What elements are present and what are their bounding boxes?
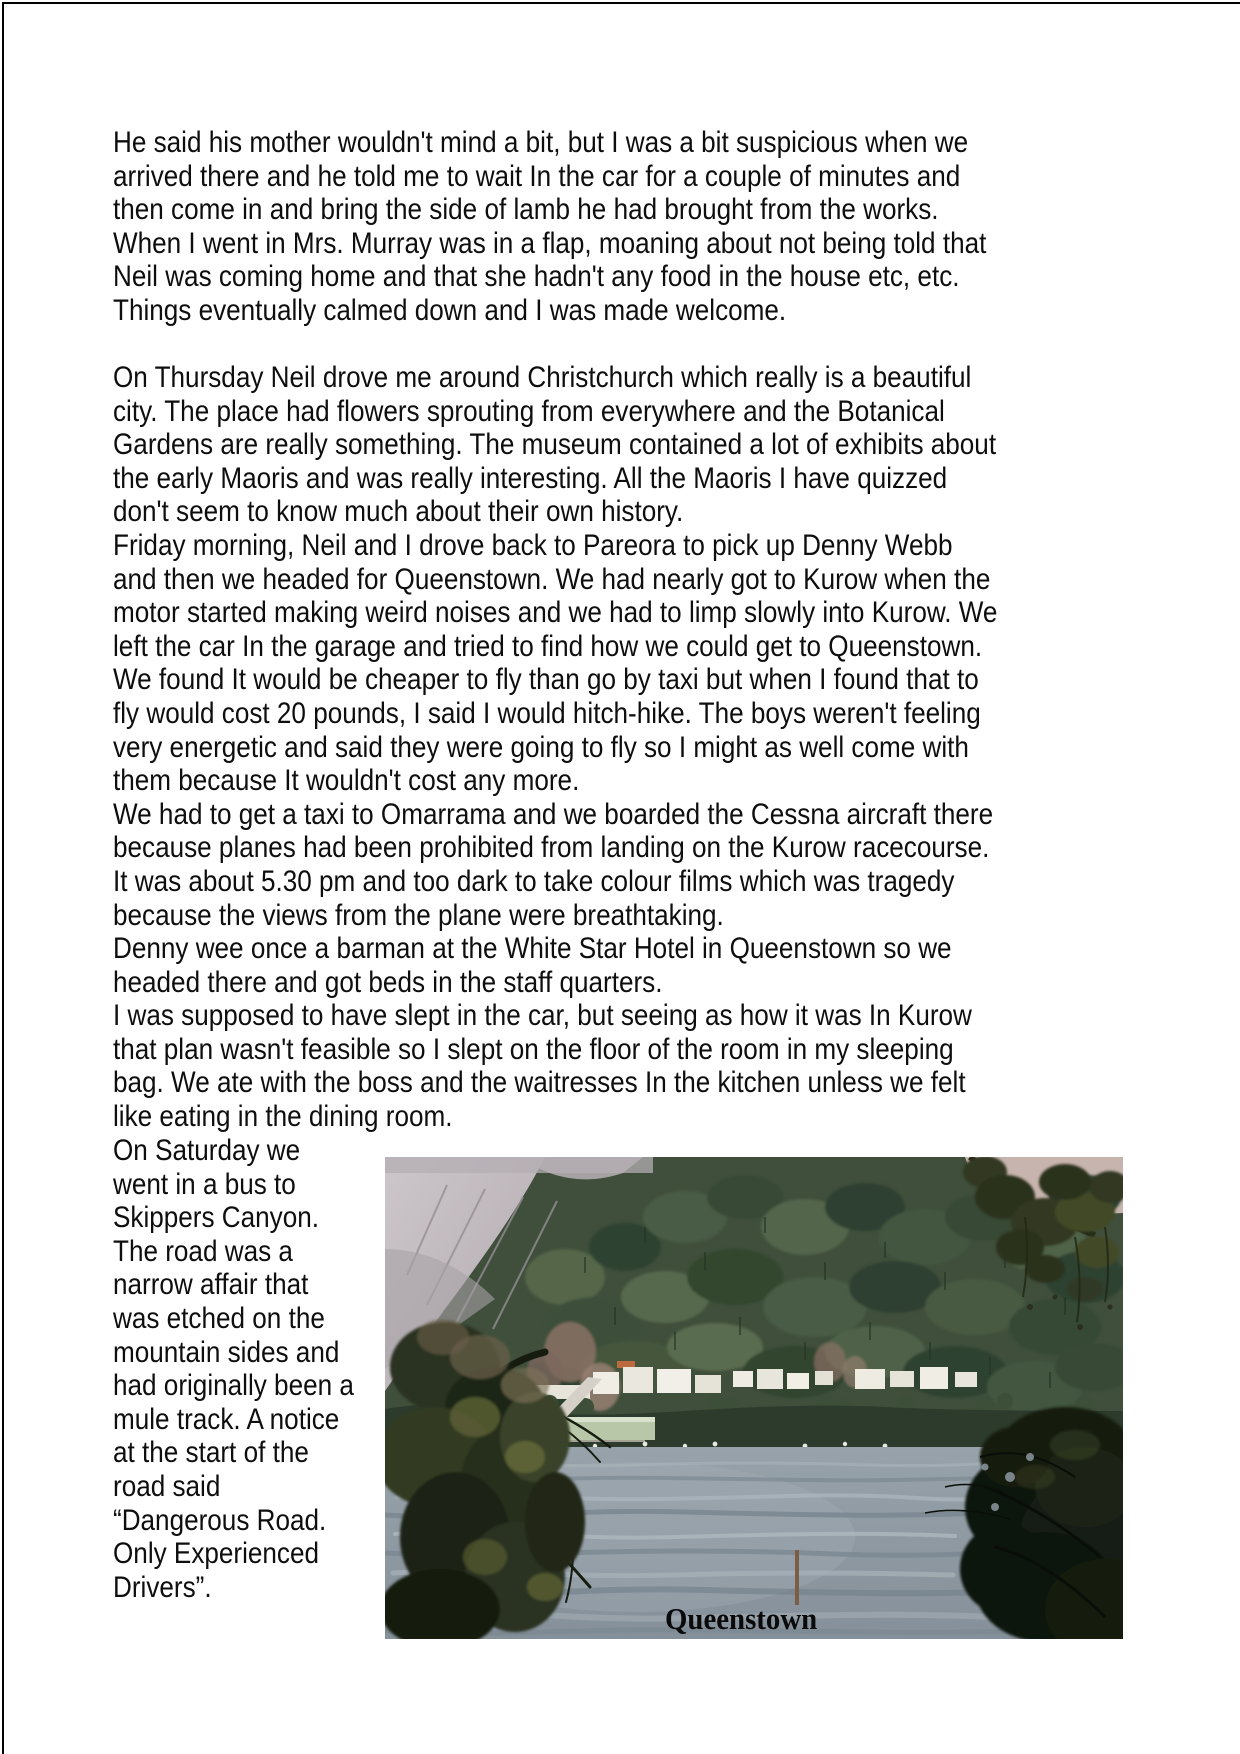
text-line: “Dangerous Road. — [113, 1503, 327, 1537]
photo-caption: Queenstown — [665, 1601, 818, 1636]
text-line: On Saturday we — [113, 1134, 301, 1167]
text-line: was etched on the — [113, 1301, 325, 1335]
text-line: the early Maoris and was really interesting. All the Maoris I have quizzed — [113, 461, 948, 495]
text-line: that plan wasn't feasible so I slept on the floor of the room in my sleeping — [113, 1032, 954, 1066]
lake-pole — [795, 1550, 799, 1605]
paragraph-1 — [113, 126, 1117, 328]
text-line: When I went in Mrs. Murray was in a flap, moaning about not being told that — [113, 226, 987, 260]
text-line: Only Experienced — [113, 1537, 320, 1571]
text-line: Skippers Canyon. — [113, 1201, 320, 1235]
text-line: because planes had been prohibited from landing on the Kurow racecourse. — [113, 831, 990, 865]
text-line: We found It would be cheaper to fly than go by taxi but when I found that to — [113, 663, 979, 697]
text-line: We had to get a taxi to Omarrama and we boarded the Cessna aircraft there — [113, 797, 994, 831]
text-line: Neil was coming home and that she hadn't any food in the house etc, etc. — [113, 260, 960, 294]
text-line: then come in and bring the side of lamb he had brought from the works. — [113, 193, 939, 227]
text-line: city. The place had flowers sprouting from everywhere and the Botanical — [113, 394, 945, 428]
text-line: don't seem to know much about their own history. — [113, 495, 684, 529]
text-line: left the car In the garage and tried to find how we could get to Queenstown. — [113, 629, 983, 663]
text-line: road said — [113, 1469, 221, 1503]
text-line: Things eventually calmed down and I was made welcome. — [113, 293, 787, 327]
paragraph-3-photo-side — [113, 1134, 390, 1604]
text-line: The road was a — [113, 1234, 293, 1268]
text-line: fly would cost 20 pounds, I said I would hitch-hike. The boys weren't feeling — [113, 696, 981, 730]
text-line: Friday morning, Neil and I drove back to Pareora to pick up Denny Webb — [113, 528, 953, 562]
text-line: On Thursday Neil drove me around Christchurch which really is a beautiful — [113, 361, 972, 394]
text-line: Gardens are really something. The museum contained a lot of exhibits about — [113, 428, 997, 462]
text-line: went in a bus to — [113, 1167, 296, 1201]
text-line: had originally been a — [113, 1369, 354, 1403]
queenstown-photo — [385, 1157, 1123, 1639]
text-line: motor started making weird noises and we had to limp slowly into Kurow. We — [113, 596, 998, 630]
text-line: like eating in the dining room. — [113, 1100, 453, 1134]
text-line: and then we headed for Queenstown. We had nearly got to Kurow when the — [113, 562, 991, 596]
text-line: headed there and got beds in the staff quarters. — [113, 965, 663, 999]
text-line: He said his mother wouldn't mind a bit, but I was a bit suspicious when we — [113, 126, 969, 159]
text-line: narrow affair that — [113, 1268, 309, 1302]
text-line: them because It wouldn't cost any more. — [113, 764, 580, 798]
text-line: arrived there and he told me to wait In the car for a couple of minutes and — [113, 159, 961, 193]
text-line: It was about 5.30 pm and too dark to take colour films which was tragedy — [113, 864, 955, 898]
photo-art — [385, 1157, 1123, 1639]
text-line: mule track. A notice — [113, 1402, 340, 1436]
paragraph-2 — [113, 361, 1130, 1134]
text-line: Denny wee once a barman at the White Star Hotel in Queenstown so we — [113, 932, 952, 966]
text-line: very energetic and said they were going to fly so I might as well come with — [113, 730, 969, 764]
text-line: at the start of the — [113, 1436, 309, 1470]
text-line: I was supposed to have slept in the car, but seeing as how it was In Kurow — [113, 999, 972, 1033]
text-line: mountain sides and — [113, 1335, 340, 1369]
text-line: bag. We ate with the boss and the waitresses In the kitchen unless we felt — [113, 1066, 966, 1100]
text-line: Drivers”. — [113, 1570, 212, 1604]
text-line: because the views from the plane were breathtaking. — [113, 898, 724, 932]
